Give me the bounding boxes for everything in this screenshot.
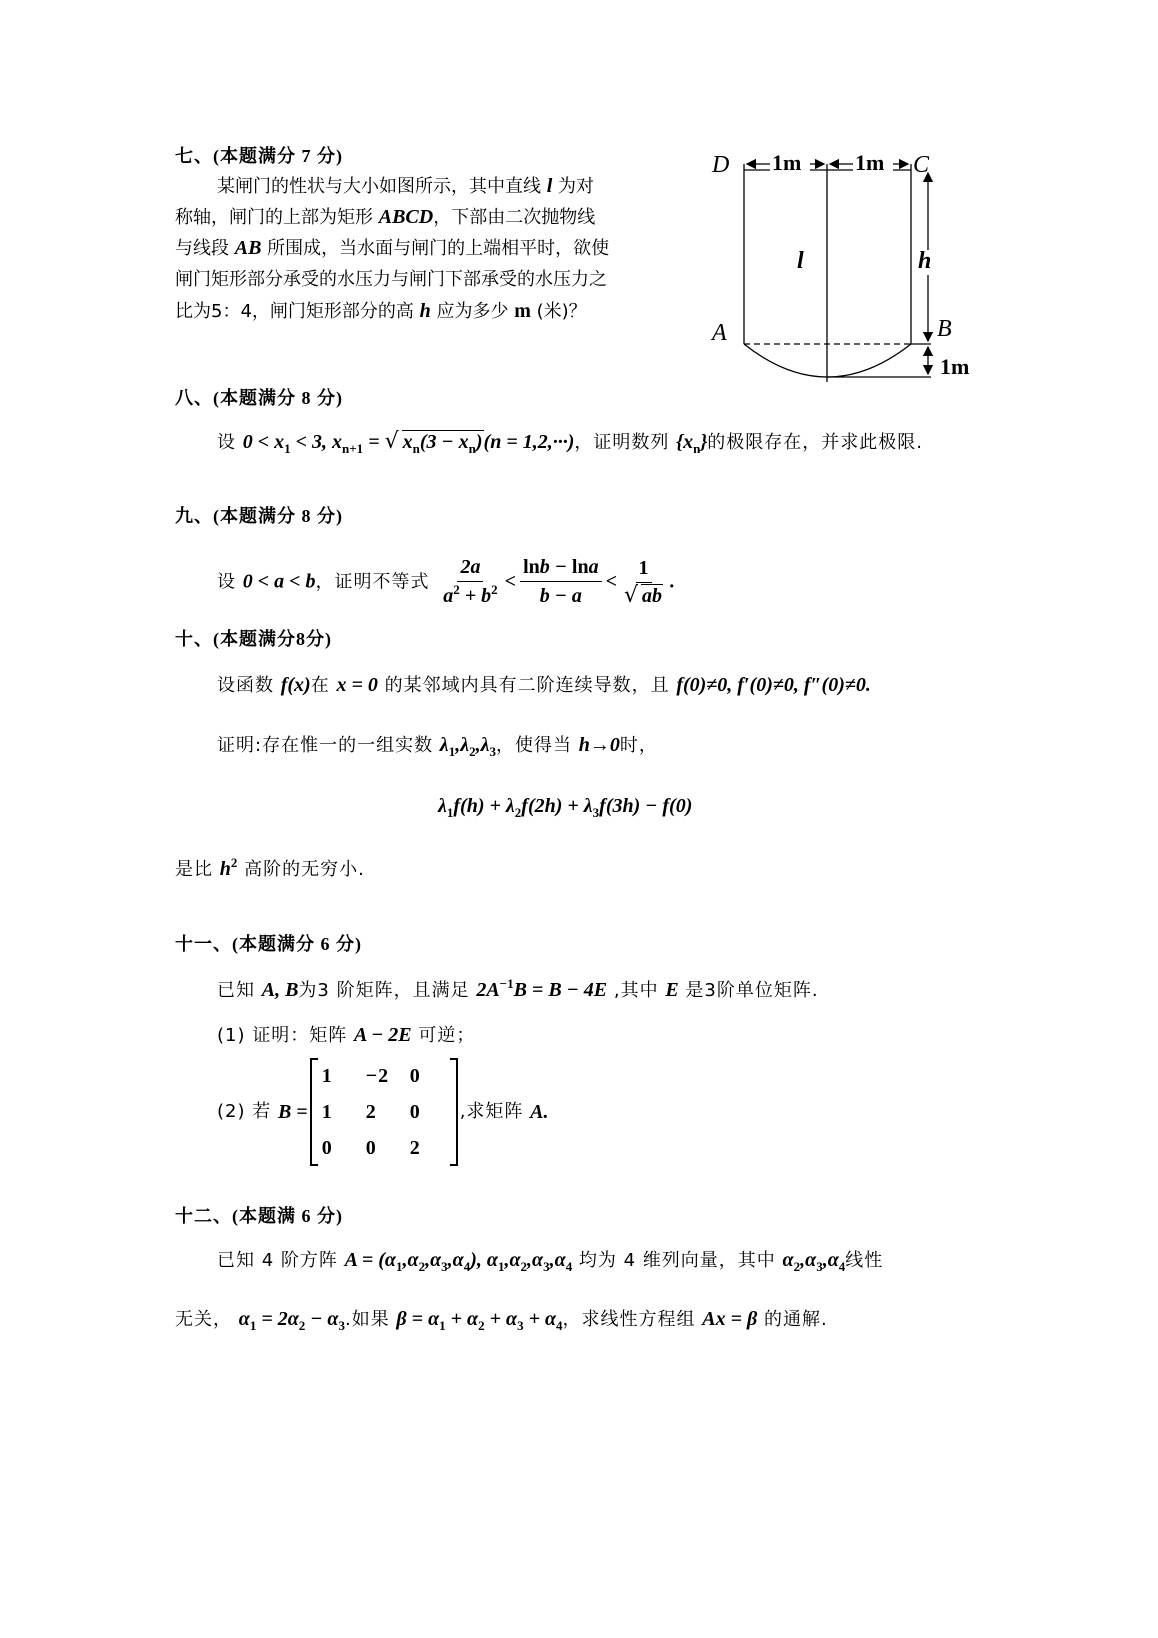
text-run: ，证明数列 xyxy=(574,432,677,453)
text-run: 时， xyxy=(619,735,658,756)
subscript: n xyxy=(693,441,701,456)
label-l: l xyxy=(797,248,804,274)
math-expression: A − 2E xyxy=(353,1024,412,1046)
section-10-heading: 十、(本题满分8分) xyxy=(175,629,332,649)
math-expression: + α xyxy=(484,1308,518,1330)
text-run: 的通解. xyxy=(757,1309,828,1330)
subscript: 1 xyxy=(249,1318,257,1333)
section-8-line xyxy=(217,430,923,455)
math-expression: B = B − 4E xyxy=(513,979,608,1001)
math-expression: < 3, x xyxy=(290,431,343,453)
math-expression: ln xyxy=(523,556,540,578)
math-expression: ,λ xyxy=(475,734,490,756)
matrix-cell: 1 xyxy=(321,1065,333,1087)
numerator xyxy=(457,554,483,582)
math-expression: h→0 xyxy=(578,734,620,756)
math-expression: A = (α xyxy=(344,1249,396,1271)
section-12-line xyxy=(217,1248,883,1273)
label-depth: 1m xyxy=(940,354,970,379)
text-run: 已知 xyxy=(217,980,262,1001)
subscript: n xyxy=(468,441,476,456)
text-run: .如果 xyxy=(344,1309,397,1330)
text-run: 已知 4 阶方阵 xyxy=(217,1250,345,1271)
subscript: n xyxy=(412,441,420,456)
text-run: 为3 阶矩阵，且满足 xyxy=(298,980,477,1001)
math-expression: f(0)≠0, f′(0)≠0, f″(0)≠0. xyxy=(676,674,871,696)
gate-outline xyxy=(744,164,931,382)
numerator xyxy=(636,555,652,583)
matrix-cell: 2 xyxy=(365,1101,377,1123)
section-11-line xyxy=(217,977,819,1003)
math-expression: ABCD xyxy=(378,206,434,228)
section-10-line xyxy=(217,733,658,758)
text-run: 均为 4 维列向量，其中 xyxy=(572,1250,783,1271)
math-expression: x xyxy=(402,431,413,453)
text-run: (1) 证明：矩阵 xyxy=(217,1025,354,1046)
text-run: ，证明不等式 xyxy=(315,571,437,593)
subscript: 3 xyxy=(543,1259,550,1274)
math-expression: E xyxy=(665,979,679,1001)
section-12-line xyxy=(175,1307,828,1332)
math-expression: < xyxy=(504,570,517,593)
section-7-line xyxy=(175,299,587,324)
superscript: 2 xyxy=(230,855,238,870)
math-expression: 2A xyxy=(476,979,500,1001)
text-run: 比为5：4，闸门矩形部分的高 xyxy=(175,301,420,322)
subscript: 3 xyxy=(441,1259,448,1274)
math-expression: B = xyxy=(277,1101,308,1123)
text-run: 证明:存在惟一的一组实数 xyxy=(217,735,440,756)
text-run: 所围成，当水面与闸门的上端相平时，欲使 xyxy=(261,238,610,259)
text-run: 线性 xyxy=(845,1250,884,1271)
text-run: 是比 xyxy=(175,859,220,880)
text-run: 与线段 xyxy=(175,238,235,259)
math-expression: x = 0 xyxy=(336,674,378,696)
math-expression: ) xyxy=(475,431,483,453)
text-run: 可逆； xyxy=(411,1025,476,1046)
text-run: ，求线性方程组 xyxy=(562,1309,703,1330)
math-expression: h xyxy=(219,858,231,880)
math-expression: (n = 1,2,···) xyxy=(483,431,575,453)
text-run: ，下部由二次抛物线 xyxy=(433,207,596,228)
matrix-cell: 0 xyxy=(409,1101,421,1123)
subscript: 1 xyxy=(395,1259,403,1274)
math-expression: < xyxy=(605,570,617,593)
text-run: 的某邻域内具有二阶连续导数，且 xyxy=(377,675,677,696)
section-8-heading: 八、(本题满分 8 分) xyxy=(175,388,343,408)
superscript: 2 xyxy=(491,582,498,597)
text-run: (2) 若 xyxy=(217,1101,278,1122)
subscript: 3 xyxy=(517,1318,524,1333)
text-run: 称轴，闸门的上部为矩形 xyxy=(175,207,379,228)
section-11-line xyxy=(217,1056,549,1168)
math-expression: = xyxy=(363,431,385,453)
math-expression: ,α xyxy=(800,1249,817,1271)
text-run: 闸门矩形部分承受的水压力与闸门下部承受的水压力之 xyxy=(175,269,607,290)
math-expression: α xyxy=(782,1249,794,1271)
matrix-b xyxy=(310,1058,458,1166)
text-run: 在 xyxy=(310,675,337,696)
section-7-line xyxy=(175,236,609,261)
math-expression: (3 − x xyxy=(419,431,469,453)
square-root xyxy=(384,429,484,456)
sqrt-sign-icon: √ xyxy=(384,429,400,454)
section-12-heading: 十二、(本题满 6 分) xyxy=(175,1206,343,1226)
math-expression: f(h) + λ xyxy=(453,795,515,817)
section-9-heading: 九、(本题满分 8 分) xyxy=(175,506,343,526)
text-run: ,其中 xyxy=(607,980,666,1001)
math-expression: ,α xyxy=(447,1249,464,1271)
section-11-heading: 十一、(本题满分 6 分) xyxy=(175,934,362,954)
text-run: 是3阶单位矩阵. xyxy=(678,980,819,1001)
math-expression: + b xyxy=(459,585,492,607)
subscript: 4 xyxy=(556,1318,563,1333)
math-expression: a xyxy=(588,556,599,578)
math-expression: ,λ xyxy=(455,734,470,756)
text-run: 某闸门的性状与大小如图所示，其中直线 xyxy=(217,176,547,197)
matrix-cell: 0 xyxy=(321,1137,333,1159)
subscript: 3 xyxy=(338,1318,345,1333)
sqrt-radicand xyxy=(402,430,484,455)
math-expression: f(2h) + λ xyxy=(521,795,593,817)
square-root xyxy=(623,582,663,608)
matrix-cell: 2 xyxy=(409,1137,421,1159)
math-expression: ,α xyxy=(822,1249,839,1271)
fraction xyxy=(440,554,500,611)
section-7-heading: 七、(本题满分 7 分) xyxy=(175,146,343,166)
math-expression: ), α xyxy=(470,1249,498,1271)
label-a: A xyxy=(712,320,727,346)
math-expression: } xyxy=(700,431,708,453)
math-expression: . xyxy=(670,570,676,593)
subscript: 1 xyxy=(284,441,291,456)
superscript: 2 xyxy=(453,582,460,597)
math-expression: 0 < x xyxy=(242,431,285,453)
text-run: 应为多少 xyxy=(430,301,515,322)
label-c: C xyxy=(913,152,930,178)
superscript: −1 xyxy=(499,976,514,991)
math-expression: 1 xyxy=(638,556,649,579)
math-expression: + α xyxy=(445,1308,479,1330)
dimension-arrows xyxy=(747,164,928,374)
math-expression: ,α xyxy=(549,1249,566,1271)
text-run: (米)？ xyxy=(530,301,587,322)
math-expression: β = α xyxy=(396,1308,440,1330)
text-run: 高阶的无穷小. xyxy=(237,859,365,880)
math-expression: λ xyxy=(438,795,447,817)
math-expression: AB xyxy=(234,237,262,259)
math-expression: a xyxy=(443,585,454,607)
math-expression: {x xyxy=(676,431,694,453)
matrix-cell: 1 xyxy=(321,1101,333,1123)
label-b: B xyxy=(937,316,952,342)
math-expression: l xyxy=(546,175,553,197)
section-10-line xyxy=(175,856,365,882)
math-expression: A. xyxy=(530,1101,549,1123)
subscript: 2 xyxy=(418,1259,426,1274)
label-width-left: 1m xyxy=(772,150,802,175)
text-run: 的极限存在，并求此极限. xyxy=(707,432,924,453)
subscript: 2 xyxy=(298,1318,306,1333)
section-10-formula xyxy=(438,794,692,819)
subscript: 1 xyxy=(448,744,456,759)
math-expression: + α xyxy=(523,1308,557,1330)
text-run: 设 xyxy=(217,432,243,453)
math-expression: ,α xyxy=(504,1249,521,1271)
fraction xyxy=(621,555,666,611)
math-expression: A, B xyxy=(261,979,299,1001)
subscript: n+1 xyxy=(342,441,364,456)
subscript: 1 xyxy=(439,1318,446,1333)
label-h: h xyxy=(918,248,932,274)
section-10-line xyxy=(217,673,871,698)
fraction xyxy=(520,554,602,611)
math-expression: h xyxy=(419,300,431,322)
text-run: 设函数 xyxy=(217,675,281,696)
math-expression: − α xyxy=(305,1308,339,1330)
section-7-line xyxy=(175,205,595,230)
sqrt-radicand xyxy=(641,584,663,608)
math-expression: f(x) xyxy=(280,674,311,696)
subscript: 1 xyxy=(446,805,454,820)
math-expression: b − a xyxy=(539,585,582,607)
math-expression: ,α xyxy=(402,1249,419,1271)
subscript: 2 xyxy=(514,805,522,820)
sqrt-sign-icon: √ xyxy=(623,582,640,608)
math-expression: ab xyxy=(642,584,663,607)
math-expression: 2a xyxy=(460,556,481,578)
math-expression: α xyxy=(238,1308,250,1330)
math-expression: ,α xyxy=(425,1249,442,1271)
section-9-line xyxy=(217,554,675,611)
denominator xyxy=(537,582,585,611)
subscript: 3 xyxy=(489,744,496,759)
matrix-cell: 0 xyxy=(409,1065,421,1087)
label-d: D xyxy=(712,152,730,178)
math-expression: = 2α xyxy=(256,1308,299,1330)
math-expression: ,α xyxy=(527,1249,544,1271)
text-run: 为对 xyxy=(552,176,595,197)
subscript: 2 xyxy=(469,744,476,759)
subscript: 2 xyxy=(793,1259,801,1274)
numerator xyxy=(520,554,602,582)
math-expression: ln xyxy=(571,556,589,578)
matrix-cell: 0 xyxy=(365,1137,377,1159)
subscript: 4 xyxy=(463,1259,471,1274)
math-expression: b − xyxy=(539,556,572,578)
math-expression: f(3h) − f(0) xyxy=(599,795,693,817)
subscript: 4 xyxy=(565,1259,573,1274)
subscript: 2 xyxy=(478,1318,485,1333)
subscript: 1 xyxy=(497,1259,505,1274)
denominator xyxy=(621,583,666,611)
math-expression: λ xyxy=(439,734,449,756)
section-7-line xyxy=(217,174,594,199)
math-expression: 0 < a < b xyxy=(242,570,316,593)
gate-diagram xyxy=(690,140,970,390)
section-11-line xyxy=(217,1023,475,1048)
section-7-line xyxy=(175,268,607,292)
math-expression: m xyxy=(514,300,531,322)
matrix-cell: −2 xyxy=(365,1065,390,1087)
subscript: 3 xyxy=(816,1259,823,1274)
subscript: 2 xyxy=(520,1259,528,1274)
math-expression: Ax = β xyxy=(702,1308,758,1330)
text-run: ，使得当 xyxy=(495,735,579,756)
subscript: 3 xyxy=(592,805,600,820)
text-run: 无关， xyxy=(175,1309,239,1330)
label-width-right: 1m xyxy=(855,150,885,175)
text-run: ,求矩阵 xyxy=(459,1101,531,1122)
denominator xyxy=(440,582,500,611)
subscript: 4 xyxy=(838,1259,846,1274)
text-run: 设 xyxy=(217,571,243,593)
